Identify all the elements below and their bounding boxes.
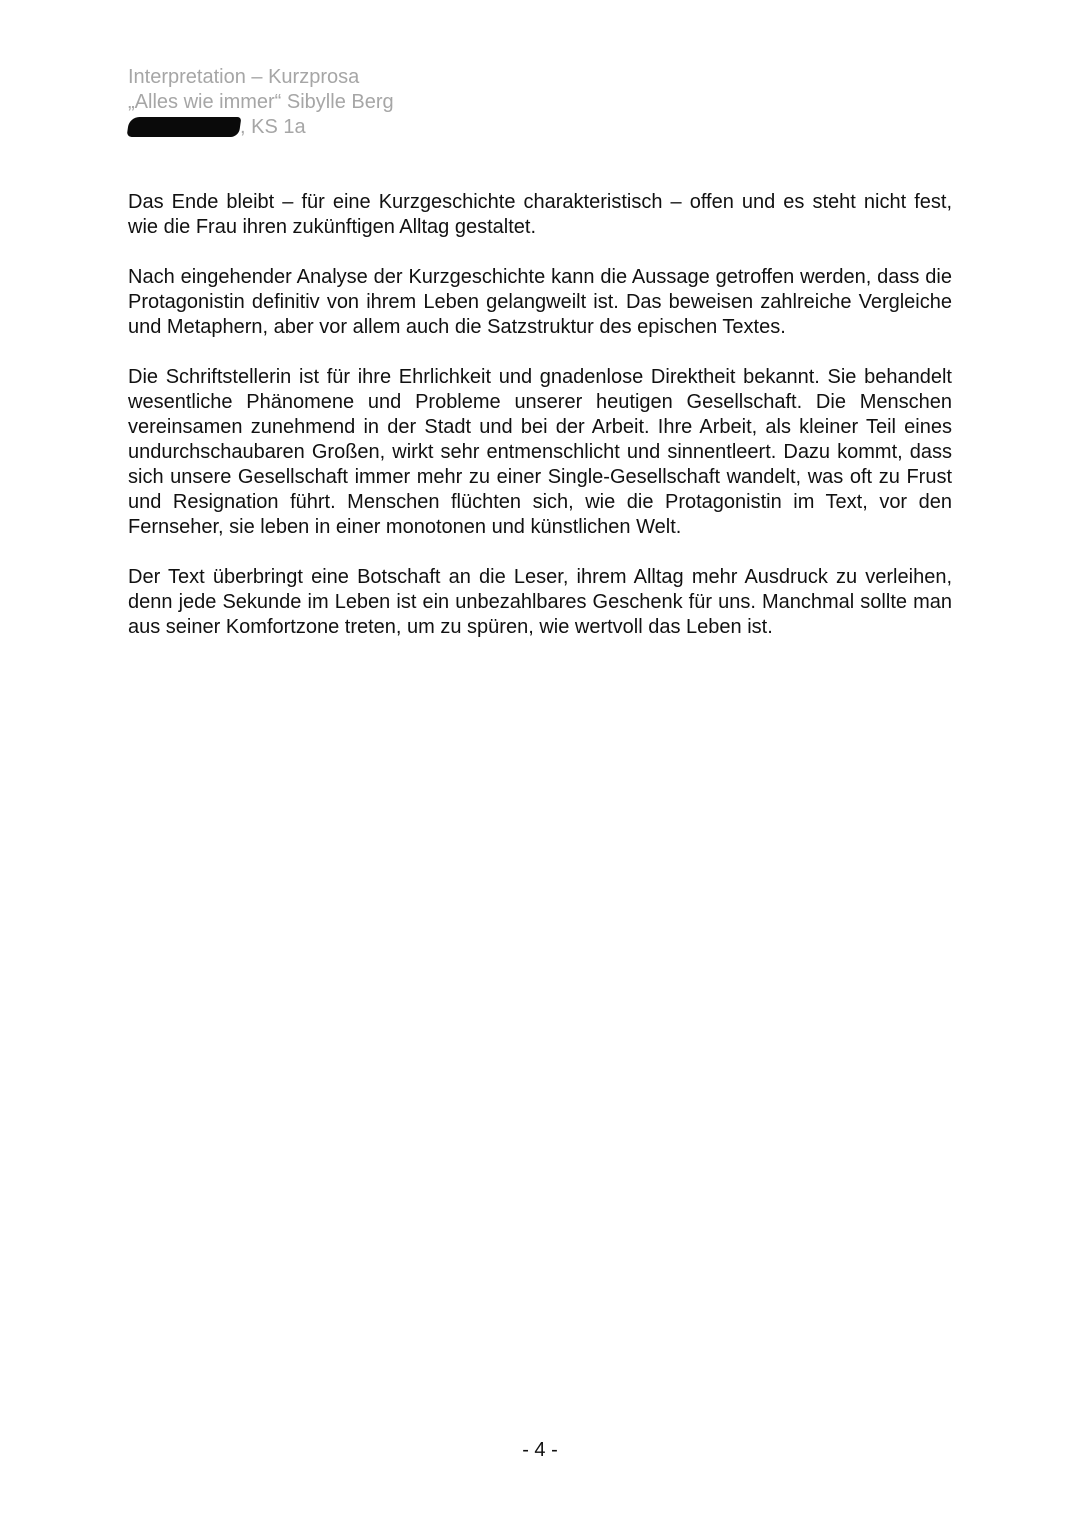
- paragraph-analysis: Nach eingehender Analyse der Kurzgeschichte kann die Aussage getroffen werden, dass die Protagonistin definitiv von ihrem Leben gelangweilt ist. Das beweisen zahlreiche Vergleiche und Metaphern, aber vor allem auch die Satzstruktur des epischen Textes.: [128, 266, 952, 338]
- page-header: [128, 65, 394, 140]
- paragraph-ending: Das Ende bleibt – für eine Kurzgeschichte charakteristisch – offen und es steht nicht fest, wie die Frau ihren zukünftigen Alltag gestaltet.: [128, 191, 952, 238]
- header-subtitle: „Alles wie immer“ Sibylle Berg: [128, 91, 394, 113]
- header-author-line: [128, 115, 394, 140]
- paragraph-message: Der Text überbringt eine Botschaft an die Leser, ihrem Alltag mehr Ausdruck zu verleihen, denn jede Sekunde im Leben ist ein unbezahlbares Geschenk für uns. Manchmal sollte man aus seiner Komfortzone treten, um zu spüren, wie wertvoll das Leben ist.: [128, 566, 952, 638]
- paragraph-author-context: Die Schriftstellerin ist für ihre Ehrlichkeit und gnadenlose Direktheit bekannt. Sie behandelt wesentliche Phänomene und Probleme unserer heutigen Gesellschaft. Die Menschen vereinsamen zunehmend in der Stadt und bei der Arbeit. Ihre Arbeit, als kleiner Teil eines undurchschaubaren Großen, wirkt sehr entmenschlicht und sinnentleert. Dazu kommt, dass sich unsere Gesellschaft immer mehr zu einer Single-Gesellschaft wandelt, was oft zu Frust und Resignation führt. Menschen flüchten sich, wie die Protagonistin im Text, vor den Fernseher, sie leben in einer monotonen und künstlichen Welt.: [128, 366, 952, 538]
- header-title: Interpretation – Kurzprosa: [128, 66, 360, 88]
- page-number: - 4 -: [522, 1439, 558, 1461]
- document-body: [128, 190, 952, 665]
- header-class: , KS 1a: [240, 116, 306, 138]
- redacted-name-mark: [127, 117, 242, 137]
